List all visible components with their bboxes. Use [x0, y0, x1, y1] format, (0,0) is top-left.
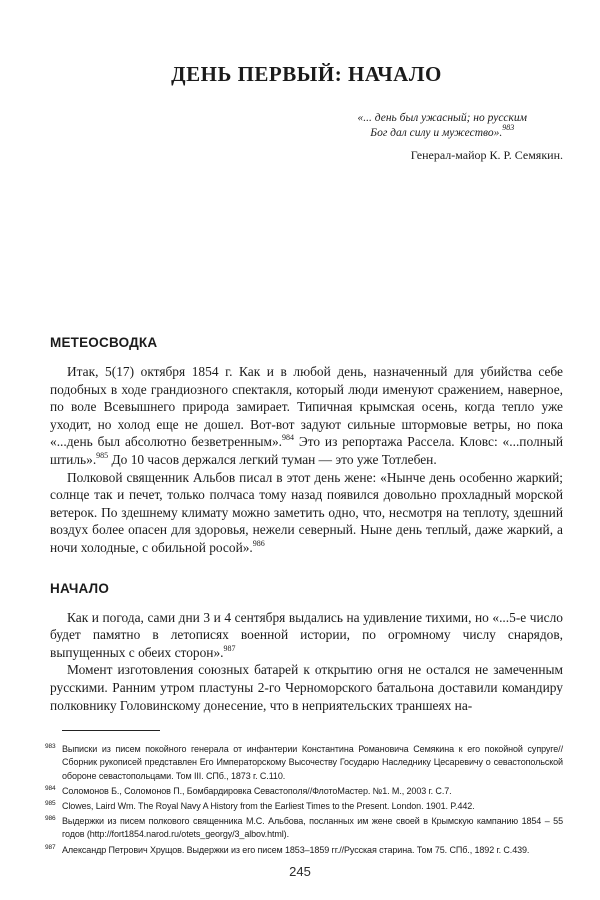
footnote-marker: 984 [45, 784, 56, 792]
paragraph-start-1 [50, 609, 563, 662]
epigraph-line-1: «... день был ужасный; но русским [357, 112, 527, 124]
paragraph-text: До 10 часов держался легкий туман — это уже Тотлебен. [108, 451, 437, 467]
section-heading-nachalo: НАЧАЛО [50, 580, 110, 596]
footnote-984 [45, 785, 563, 798]
paragraph-text: Итак, 5(17) октября 1854 г. Как и в любой день, назначенный для убийства себе подобных в ходе грандиозного спектакля, который люди именуют сражением, наверное, по воле Всевышнего природа замирает. Типичная крымская осень, когда тепло уже уходит, но холод еще не дошел. Вот-вот задуют сильные штормовые ветры, но пока «...день был абсолютно безветренным». [50, 364, 563, 450]
footnote-ref-984: 984 [282, 433, 294, 443]
paragraph-start-2: Момент изготовления союзных батарей к открытию огня не остался не замеченным русскими. Ранним утром пластуны 2-го Черноморского батальона доставили командиру полковнику Головинскому донесение, что в неприятельских траншеях на- [50, 662, 563, 713]
footnote-text: Выдержки из писем полкового священника М.С. Альбова, посланных им жене своей в Крымскую кампанию 1854 – 55 годов (http://fort1854.narod.ru/otets_georgy/3_albov.html). [62, 816, 563, 840]
paragraph-text: Как и погода, сами дни 3 и 4 сентября выдались на удивление тихими, но «...5-е число будет памятно в летописях военной истории, по огромному числу снарядов, выпущенных с обеих сторон». [50, 609, 563, 660]
epigraph-line-2 [358, 123, 527, 141]
paragraph-weather-2 [50, 469, 563, 557]
page-number: 245 [289, 864, 311, 879]
footnote-text: Соломонов Б., Соломонов П., Бомбардировка Севастополя//ФлотоМастер. №1. М., 2003 г. С.7. [62, 785, 452, 796]
paragraph-text: Полковой священник Альбов писал в этот день жене: «Нынче день особенно жаркий; солнце так и печет, только полчаса тому назад появился довольно прохладный морской ветерок. По здешнему климату можно заметить одно, что, несмотря на теплоту, здешний воздух более опасен для здоровья, нежели северный. Ныне день теплый, даже жаркий, а ночи холодные, с обильной росой». [50, 469, 563, 555]
footnote-987 [45, 844, 563, 857]
footnote-985 [45, 800, 563, 813]
footnote-marker: 985 [45, 799, 56, 807]
footnote-986 [45, 815, 563, 841]
chapter-title: ДЕНЬ ПЕРВЫЙ: НАЧАЛО [171, 62, 442, 86]
epigraph-attribution: Генерал-майор К. Р. Семякин. [410, 148, 563, 162]
footnote-text: Clowes, Laird Wm. The Royal Navy A History from the Earliest Times to the Present. London. 1901. P.442. [62, 800, 475, 811]
paragraph-weather-1 [50, 363, 563, 469]
footnotes [45, 743, 563, 857]
footnote-ref-985: 985 [96, 450, 109, 460]
footnote-text: Выписки из писем покойного генерала от инфантерии Константина Романовича Семякина к его покойной супруге//Сборник рукописей представлен Его Императорскому Высочеству Государю Наследнику Цесаревичу о севастопольской обороне севастопольцами. Том III. СПб., 1873 г. С.110. [62, 744, 563, 781]
footnote-marker: 986 [45, 815, 56, 823]
footnote-marker: 983 [45, 743, 56, 751]
section-heading-meteosvodka: МЕТЕОСВОДКА [50, 335, 158, 350]
footnote-ref-983: 983 [502, 123, 515, 132]
footnote-separator [62, 730, 160, 731]
footnote-marker: 987 [45, 843, 56, 851]
epigraph-text: Бог дал силу и мужество». [370, 127, 503, 139]
footnote-text: Александр Петрович Хрущов. Выдержки из его писем 1853–1859 гг.//Русская старина. Том 75. СПб., 1892 г. С.439. [62, 844, 530, 855]
footnote-ref-986: 986 [252, 538, 265, 548]
footnote-ref-987: 987 [223, 643, 236, 653]
epigraph [358, 111, 527, 141]
paragraph-text: Это из репортажа Рассела. Кловс: «...полный штиль». [50, 434, 563, 467]
footnote-983 [45, 743, 563, 783]
